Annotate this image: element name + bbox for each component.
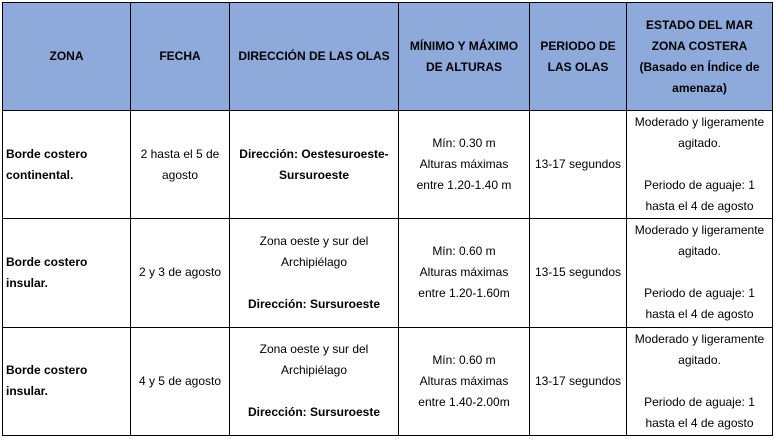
altura-max-label: Alturas máximas xyxy=(419,373,509,388)
zona-cell: Borde costero continental. xyxy=(3,111,131,219)
fecha-cell: 2 y 3 de agosto xyxy=(131,219,230,327)
header-alturas: MÍNIMO Y MÁXIMO DE ALTURAS xyxy=(399,3,530,111)
direccion-value: Dirección: Oestesuroeste-Sursuroeste xyxy=(239,146,389,182)
direccion-area: Zona oeste y sur del Archipiélago xyxy=(259,233,369,269)
altura-min: Mín: 0.30 m xyxy=(432,136,496,151)
header-row xyxy=(3,3,773,111)
estado-value: Moderado y ligeramente agitado. xyxy=(634,115,765,151)
altura-max: entre 1.20-1.40 m xyxy=(416,178,512,193)
periodo-cell: 13-17 segundos xyxy=(530,327,627,435)
direccion-value: Dirección: Sursuroeste xyxy=(247,296,381,311)
altura-max-label: Alturas máximas xyxy=(419,157,509,172)
spacer xyxy=(630,154,769,175)
altura-min: Mín: 0.60 m xyxy=(432,352,496,367)
header-fecha: FECHA xyxy=(131,3,230,111)
direccion-cell xyxy=(230,219,399,327)
spacer xyxy=(630,371,769,392)
aguaje-value: Periodo de aguaje: 1 hasta el 4 de agosto xyxy=(644,178,755,214)
estado-value: Moderado y ligeramente agitado. xyxy=(634,331,765,367)
direccion-area: Zona oeste y sur del Archipiélago xyxy=(259,342,369,378)
table-row xyxy=(3,111,773,219)
altura-min: Mín: 0.60 m xyxy=(432,244,496,259)
header-estado xyxy=(627,3,773,111)
spacer xyxy=(233,381,395,402)
header-periodo: PERIODO DE LAS OLAS xyxy=(530,3,627,111)
header-direccion: DIRECCIÓN DE LAS OLAS xyxy=(230,3,399,111)
periodo-cell: 13-17 segundos xyxy=(530,111,627,219)
table-row xyxy=(3,219,773,327)
zona-cell: Borde costero insular. xyxy=(3,219,131,327)
alturas-cell xyxy=(399,327,530,435)
header-estado-note: (Basado en Índice de amenaza) xyxy=(639,59,760,95)
estado-cell xyxy=(627,111,773,219)
alturas-cell xyxy=(399,111,530,219)
direccion-cell xyxy=(230,111,399,219)
zona-cell: Borde costero insular. xyxy=(3,327,131,435)
fecha-cell: 4 y 5 de agosto xyxy=(131,327,230,435)
fecha-cell: 2 hasta el 5 de agosto xyxy=(131,111,230,219)
aguaje-value: Periodo de aguaje: 1 hasta el 4 de agosto xyxy=(644,286,755,322)
header-zona: ZONA xyxy=(3,3,131,111)
altura-max: entre 1.20-1.60m xyxy=(418,286,510,301)
spacer xyxy=(233,273,395,294)
direccion-value: Dirección: Sursuroeste xyxy=(247,405,381,420)
periodo-cell: 13-15 segundos xyxy=(530,219,627,327)
aguaje-value: Periodo de aguaje: 1 hasta el 4 de agosto xyxy=(644,394,755,430)
spacer xyxy=(630,262,769,283)
header-estado-title: ESTADO DEL MAR ZONA COSTERA xyxy=(646,17,753,53)
altura-max-label: Alturas máximas xyxy=(419,265,509,280)
wave-forecast-table xyxy=(2,2,773,436)
alturas-cell xyxy=(399,219,530,327)
table-row xyxy=(3,327,773,435)
altura-max: entre 1.40-2.00m xyxy=(418,394,510,409)
direccion-cell xyxy=(230,327,399,435)
estado-cell xyxy=(627,219,773,327)
estado-value: Moderado y ligeramente agitado. xyxy=(634,223,765,259)
estado-cell xyxy=(627,327,773,435)
